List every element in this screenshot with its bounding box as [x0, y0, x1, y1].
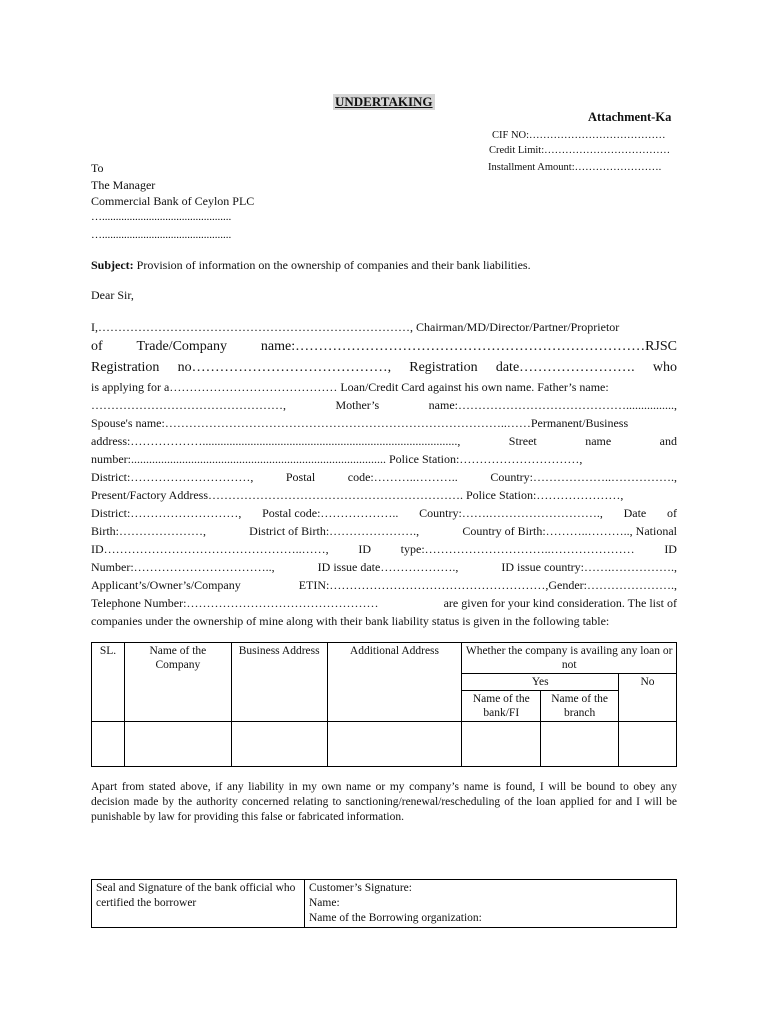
- subject-line: [91, 258, 531, 273]
- form-line-segment: Spouse's name:…………………………………………………………………………..……Permanent/Business: [91, 416, 629, 430]
- form-line: [91, 540, 677, 558]
- cif-no-field: CIF NO:…………………………………: [492, 130, 666, 141]
- form-line: [91, 396, 677, 414]
- form-line: [91, 378, 677, 396]
- form-line-segment: Applicant’s/Owner’s/Company: [91, 578, 241, 592]
- form-line: [91, 576, 677, 594]
- header-company-name: Name of the Company: [124, 643, 231, 722]
- form-line: [91, 612, 677, 630]
- form-line-segment: of: [91, 339, 103, 354]
- credit-limit-field: Credit Limit:………………………………: [489, 145, 671, 156]
- bank-name: Commercial Bank of Ceylon PLC: [91, 194, 255, 208]
- salutation: Dear Sir,: [91, 288, 134, 302]
- cell-branch[interactable]: [541, 722, 619, 767]
- form-line-segment: who: [652, 360, 677, 375]
- customer-name-label: Name:: [309, 897, 340, 909]
- company-liability-table: [91, 642, 677, 767]
- form-line: [91, 468, 677, 486]
- header-availing-loan: Whether the company is availing any loan or not: [462, 643, 677, 674]
- recipient-title: The Manager: [91, 178, 156, 192]
- form-line-segment: type:…………………………..…………………: [400, 542, 635, 556]
- form-line-segment: no……………………………………,: [177, 360, 392, 375]
- form-line-segment: date…………………….: [495, 360, 635, 375]
- form-line-segment: ETIN:………………………………………………,Gender:………………….,: [298, 578, 677, 592]
- borrowing-organization-label: Name of the Borrowing organization:: [309, 912, 482, 924]
- attachment-label: Attachment-Ka: [588, 110, 672, 124]
- form-body: [91, 318, 677, 630]
- form-line-segment: Number:……………………………..,: [91, 560, 275, 574]
- form-line-segment: code:………..………..: [347, 470, 458, 484]
- cell-sl[interactable]: [92, 722, 125, 767]
- form-line-segment: …………………………………………,: [91, 398, 286, 412]
- form-line-segment: Registration: [91, 360, 160, 375]
- form-line: [91, 432, 677, 450]
- form-line-segment: ID: [664, 542, 677, 556]
- form-line-segment: District:…………………………,: [91, 470, 254, 484]
- form-line: [91, 486, 677, 504]
- header-branch: Name of the branch: [541, 691, 619, 722]
- customer-signature-label: Customer’s Signature:: [309, 882, 412, 894]
- form-line-segment: Country:………………..…………….,: [490, 470, 677, 484]
- form-line-segment: Date: [623, 506, 647, 520]
- form-line-segment: Registration: [409, 360, 478, 375]
- header-bank-fi: Name of the bank/FI: [462, 691, 541, 722]
- form-line: [91, 336, 677, 357]
- form-line: [91, 357, 677, 378]
- cell-no[interactable]: [619, 722, 677, 767]
- header-sl: SL.: [92, 643, 125, 722]
- cell-business-address[interactable]: [231, 722, 327, 767]
- header-business-address: Business Address: [231, 643, 327, 722]
- form-line-segment: Trade/Company: [136, 339, 228, 354]
- form-line-segment: name:……………………………………................,: [428, 398, 677, 412]
- address-line-2: …...............................................: [91, 229, 232, 241]
- bank-official-signature-cell[interactable]: [92, 880, 305, 928]
- form-line: [91, 594, 677, 612]
- table-row: [92, 722, 677, 767]
- signature-table: [91, 879, 677, 928]
- form-line-segment: name: [585, 434, 612, 448]
- header-yes: Yes: [462, 674, 619, 691]
- header-additional-address: Additional Address: [327, 643, 462, 722]
- form-line-segment: ID…………………………………………..……,: [91, 542, 329, 556]
- bank-official-signature-label: Seal and Signature of the bank official who certified the borrower: [96, 882, 296, 909]
- form-line-segment: Postal: [285, 470, 316, 484]
- installment-amount-field: Installment Amount:…………………….: [488, 162, 662, 173]
- form-line-segment: address:……………….....................................................................................,: [91, 434, 461, 448]
- subject-label: Subject:: [91, 258, 134, 272]
- form-line-segment: are given for your kind consideration. The list of: [443, 596, 677, 610]
- form-line-segment: Country of Birth:………..……….., National: [462, 524, 677, 538]
- form-line-segment: ID issue country:…….…………….,: [501, 560, 677, 574]
- header-no: No: [619, 674, 677, 722]
- form-line-segment: ID: [358, 542, 371, 556]
- form-line-segment: of: [666, 506, 677, 520]
- form-line-segment: District of Birth:………………….,: [249, 524, 420, 538]
- subject-text: Provision of information on the ownership of companies and their bank liabilities.: [133, 258, 531, 272]
- cell-bank-fi[interactable]: [462, 722, 541, 767]
- form-line: [91, 414, 677, 432]
- form-line-segment: is applying for a…………………………………… Loan/Credit Card against his own name. Father’s name:: [91, 380, 609, 394]
- customer-signature-cell[interactable]: [305, 880, 677, 928]
- form-line-segment: ID issue date……………….,: [317, 560, 459, 574]
- form-line: [91, 558, 677, 576]
- form-line-segment: companies under the ownership of mine along with their bank liability status is given in the following table:: [91, 614, 610, 628]
- form-line-segment: Street: [508, 434, 537, 448]
- declaration-paragraph: Apart from stated above, if any liability in my own name or my company’s name is found, I will be bound to obey any decision made by the authority concerned relating to sanctioning/renewal/rescheduling of the loan applied for and I will be punishable by law for providing this false or fabricated information.: [91, 781, 677, 823]
- form-line-segment: I,……………………………………………………………………, Chairman/MD/Director/Partner/Proprietor: [91, 320, 620, 334]
- form-line: [91, 318, 677, 336]
- form-line-segment: Mother’s: [335, 398, 380, 412]
- form-line-segment: Present/Factory Address………………………………………………………. Police Station:…………………,: [91, 488, 624, 502]
- form-line-segment: name:…………………………………………………………………RJSC: [260, 339, 677, 354]
- form-line-segment: number:..................................................................................... Police Station:…………………………,: [91, 452, 583, 466]
- form-line: [91, 522, 677, 540]
- form-line: [91, 450, 677, 468]
- form-line-segment: and: [659, 434, 677, 448]
- to-label: To: [91, 161, 104, 175]
- address-line-1: …...............................................: [91, 211, 232, 223]
- document-title: UNDERTAKING: [335, 94, 433, 109]
- form-line: [91, 504, 677, 522]
- cell-company-name[interactable]: [124, 722, 231, 767]
- form-line-segment: Telephone Number:…………………………………………: [91, 596, 379, 610]
- form-line-segment: Birth:…………………,: [91, 524, 207, 538]
- form-line-segment: Country:…….……………………….,: [419, 506, 603, 520]
- cell-additional-address[interactable]: [327, 722, 462, 767]
- form-line-segment: District:………………………,: [91, 506, 242, 520]
- form-line-segment: Postal code:………………..: [262, 506, 399, 520]
